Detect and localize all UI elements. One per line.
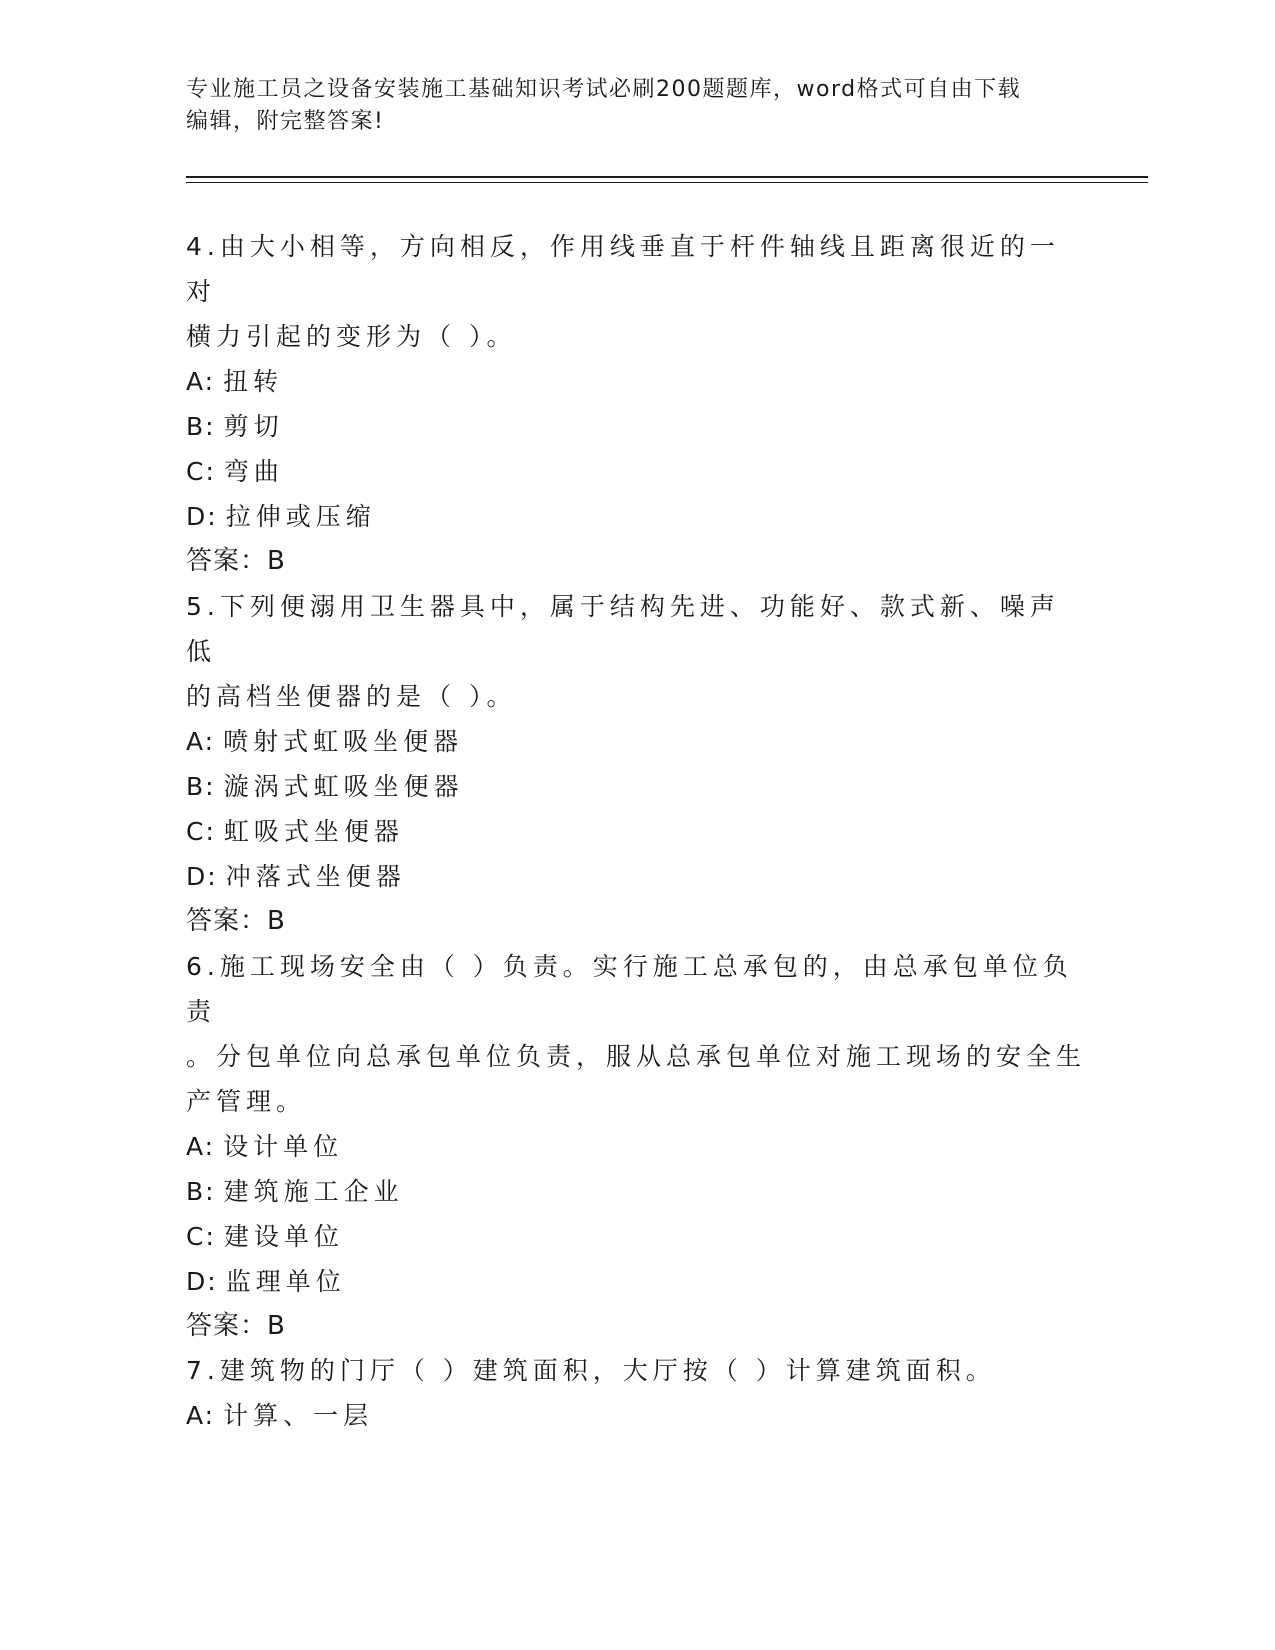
option-key: D: xyxy=(186,502,218,531)
option-a xyxy=(186,719,1086,764)
question-text-line: 的高档坐便器的是（ ）。 xyxy=(186,682,517,711)
question-5 xyxy=(186,584,1086,944)
question-text-line: 产管理。 xyxy=(186,1087,307,1116)
option-text: 虹吸式坐便器 xyxy=(223,817,404,846)
question-6 xyxy=(186,944,1086,1349)
option-d xyxy=(186,854,1086,899)
option-text: 冲落式坐便器 xyxy=(225,862,406,891)
option-key: C: xyxy=(186,457,216,486)
option-text: 拉伸或压缩 xyxy=(225,502,376,531)
option-text: 扭转 xyxy=(223,367,284,396)
header-divider-thin xyxy=(186,182,1148,183)
header-title-line-1: 专业施工员之设备安装施工基础知识考试必刷200题题库，word格式可自由下载 xyxy=(186,77,1022,102)
option-key: C: xyxy=(186,1222,216,1251)
option-c xyxy=(186,809,1086,854)
option-a xyxy=(186,1393,1086,1438)
option-key: A: xyxy=(186,1401,216,1430)
option-text: 监理单位 xyxy=(225,1267,346,1296)
answer-label: 答案：B xyxy=(186,906,286,936)
question-4 xyxy=(186,224,1086,584)
option-b xyxy=(186,1169,1086,1214)
option-key: A: xyxy=(186,727,216,756)
option-key: C: xyxy=(186,817,216,846)
option-text: 建筑施工企业 xyxy=(223,1177,404,1206)
answer-label: 答案：B xyxy=(186,546,286,576)
header-divider-thick xyxy=(186,176,1148,178)
document-header xyxy=(186,74,1086,138)
header-title-line-2: 编辑，附完整答案! xyxy=(186,109,385,134)
option-b xyxy=(186,764,1086,809)
answer-label: 答案：B xyxy=(186,1311,286,1341)
option-text: 设计单位 xyxy=(223,1132,344,1161)
question-text-line: 5.下列便溺用卫生器具中，属于结构先进、功能好、款式新、噪声低 xyxy=(186,592,1060,666)
option-key: B: xyxy=(186,1177,216,1206)
option-key: A: xyxy=(186,1132,216,1161)
question-7 xyxy=(186,1348,1086,1438)
option-b xyxy=(186,404,1086,449)
option-c xyxy=(186,1214,1086,1259)
option-key: B: xyxy=(186,412,216,441)
option-key: D: xyxy=(186,862,218,891)
question-text-line: 。分包单位向总承包单位负责，服从总承包单位对施工现场的安全生 xyxy=(186,1042,1087,1071)
option-text: 计算、一层 xyxy=(223,1401,374,1430)
option-key: A: xyxy=(186,367,216,396)
question-text-line: 横力引起的变形为（ ）。 xyxy=(186,322,517,351)
option-key: D: xyxy=(186,1267,218,1296)
option-text: 建设单位 xyxy=(223,1222,344,1251)
question-text-line: 6.施工现场安全由（ ）负责。实行施工总承包的，由总承包单位负责 xyxy=(186,952,1073,1026)
option-text: 弯曲 xyxy=(223,457,284,486)
option-a xyxy=(186,359,1086,404)
option-a xyxy=(186,1124,1086,1169)
option-text: 喷射式虹吸坐便器 xyxy=(223,727,464,756)
option-d xyxy=(186,494,1086,539)
question-text-line: 7.建筑物的门厅（ ）建筑面积，大厅按（ ）计算建筑面积。 xyxy=(186,1356,996,1385)
option-d xyxy=(186,1259,1086,1304)
question-text-line: 4.由大小相等，方向相反，作用线垂直于杆件轴线且距离很近的一对 xyxy=(186,232,1060,306)
option-key: B: xyxy=(186,772,216,801)
option-text: 剪切 xyxy=(223,412,284,441)
option-text: 漩涡式虹吸坐便器 xyxy=(223,772,464,801)
option-c xyxy=(186,449,1086,494)
